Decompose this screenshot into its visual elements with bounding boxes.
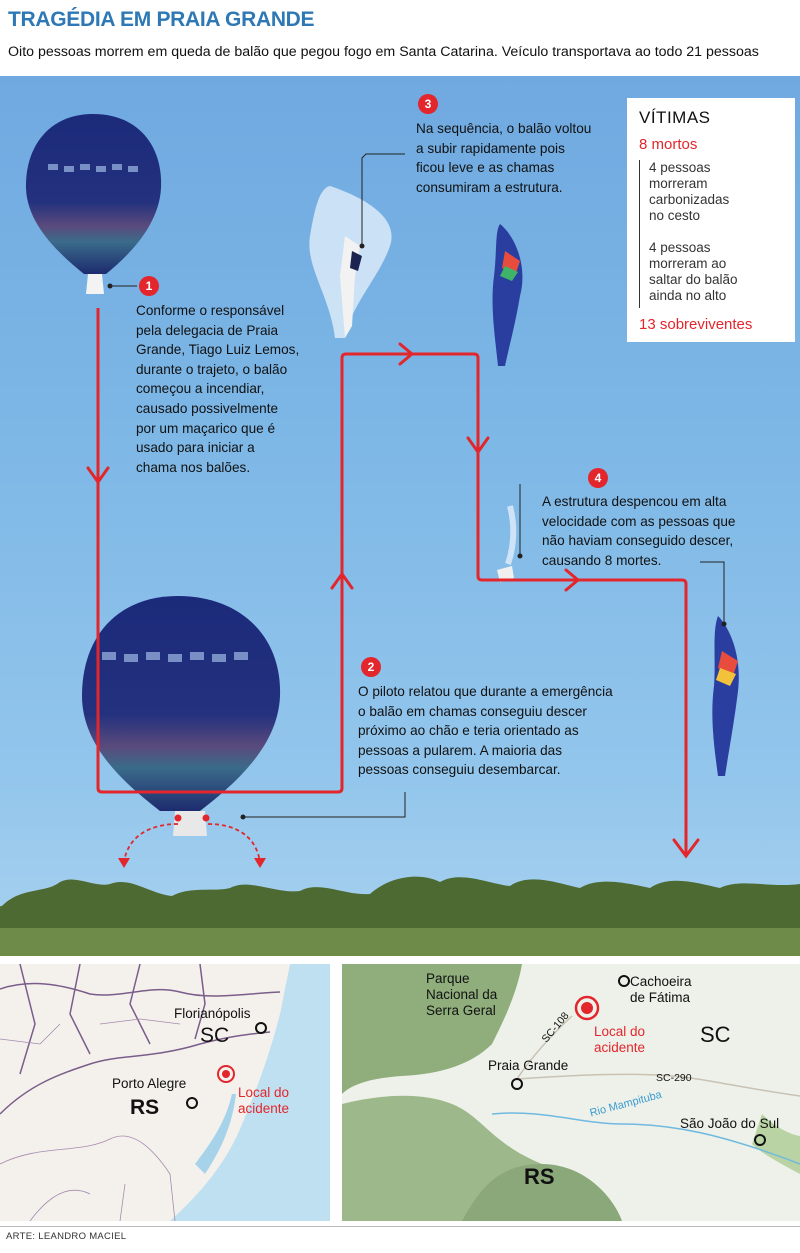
tree-line-illustration	[0, 877, 800, 956]
step-1-caption: Conforme o responsável pela delegacia de Praia Grande, Tiago Luiz Lemos, durante o trajeto, o balão começou a incendiar, causado possivelmente por um maçarico que é usado para iniciar a chama nos balões.	[136, 303, 300, 475]
balloon-descending-illustration	[82, 596, 280, 836]
victims-detail-2: 4 pessoas morreram ao saltar do balão ainda no alto	[649, 240, 738, 303]
label-state-rs-local: RS	[524, 1164, 555, 1189]
local-map-svg	[342, 964, 800, 1221]
label-florianopolis: Florianópolis	[174, 1006, 251, 1021]
victims-detail-1: 4 pessoas morreram carbonizadas no cesto	[649, 160, 730, 223]
local-map	[342, 964, 800, 1221]
page-subtitle: Oito pessoas morrem em queda de balão que pegou fogo em Santa Catarina. Veículo transportava ao todo 21 pessoas	[8, 44, 759, 60]
page-title: TRAGÉDIA EM PRAIA GRANDE	[8, 8, 315, 31]
step-4-badge: 4	[588, 468, 608, 488]
label-praia-grande: Praia Grande	[488, 1058, 569, 1073]
balloon-top-illustration	[26, 114, 161, 294]
label-river: Rio Mampituba	[588, 1088, 664, 1120]
label-state-sc: SC	[200, 1024, 230, 1047]
label-accident-local: Local do acidente	[594, 1024, 646, 1055]
victims-deaths: 8 mortos	[639, 136, 698, 153]
label-state-rs: RS	[130, 1096, 160, 1119]
step-4-caption: A estrutura despencou em alta velocidade com as pessoas que não haviam conseguido descer, causando 8 mortes.	[542, 494, 736, 568]
smoke-trail	[508, 506, 513, 564]
step-1-badge: 1	[139, 276, 159, 296]
label-road-sc290: SC-290	[656, 1072, 692, 1084]
balloon-fragment-illustration	[493, 224, 523, 366]
victims-box	[627, 98, 795, 342]
label-park: Parque Nacional da Serra Geral	[426, 971, 498, 1018]
victims-divider	[639, 160, 640, 308]
victims-title: VÍTIMAS	[639, 108, 711, 127]
header	[0, 0, 800, 76]
step-2-badge: 2	[361, 657, 381, 677]
label-cachoeira: Cachoeira de Fátima	[630, 974, 692, 1005]
balloon-falling-illustration	[712, 616, 738, 776]
step-2-caption: O piloto relatou que durante a emergência o balão em chamas conseguiu descer próximo ao chão e teria orientado as pessoas a pularem. A maioria das pessoas conseguiu desembarcar.	[358, 684, 613, 778]
label-accident-region: Local do acidente	[238, 1085, 290, 1116]
step-3-badge: 3	[418, 94, 438, 114]
regional-map	[0, 964, 330, 1221]
step-3-caption: Na sequência, o balão voltou a subir rapidamente pois ficou leve e as chamas consumiram a estrutura.	[416, 121, 592, 195]
label-road-sc108: SC-108	[539, 1010, 572, 1045]
credit: ARTE: LEANDRO MACIEL	[6, 1231, 127, 1242]
footer-divider	[0, 1226, 800, 1227]
victims-survivors: 13 sobreviventes	[639, 316, 753, 333]
label-state-sc-local: SC	[700, 1022, 731, 1047]
label-porto-alegre: Porto Alegre	[112, 1076, 187, 1091]
label-sao-joao: São João do Sul	[680, 1116, 780, 1131]
